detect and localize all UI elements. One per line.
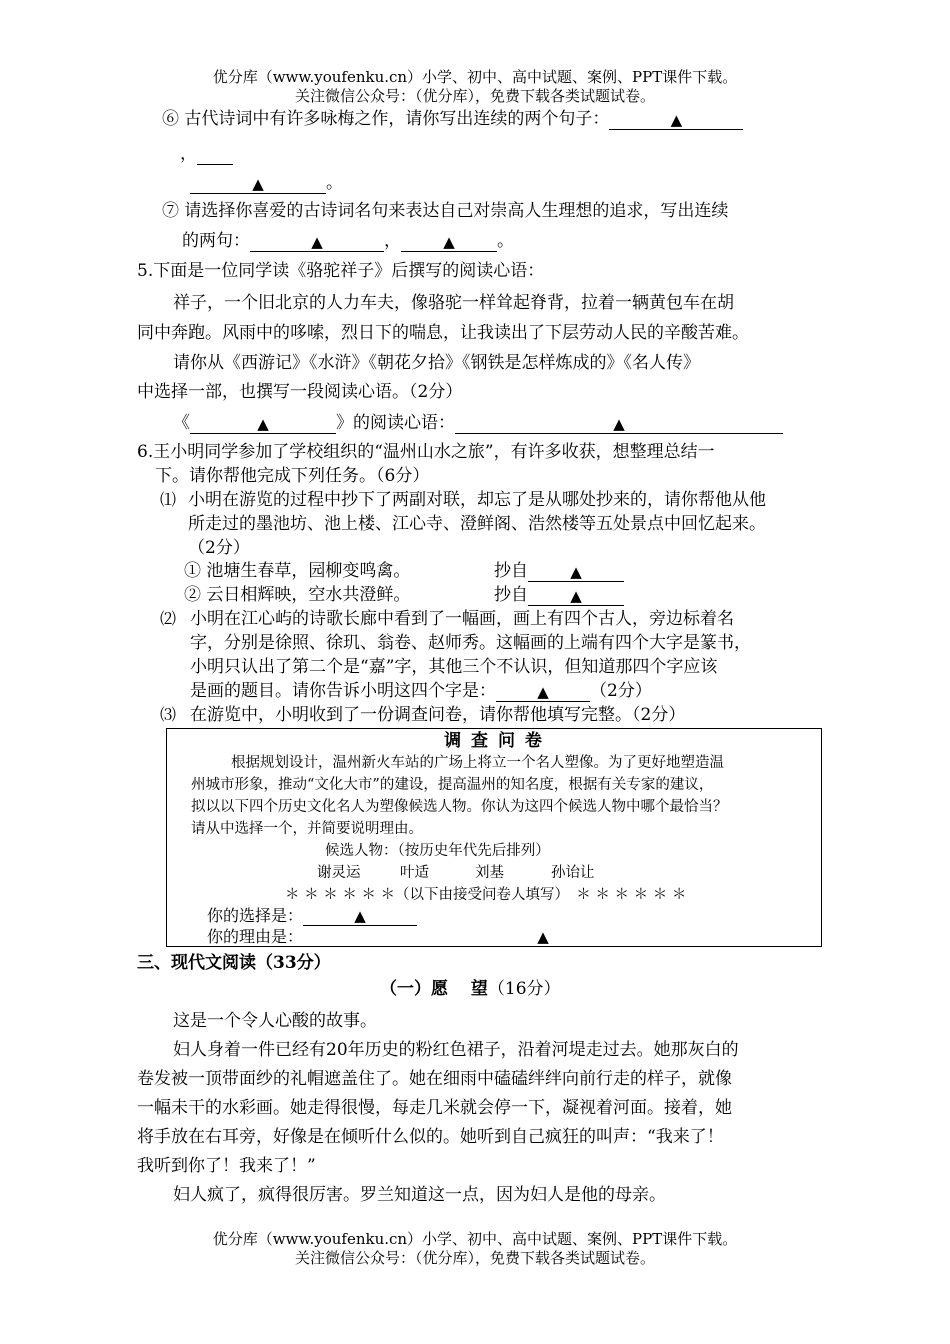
answer-blank[interactable]: [528, 585, 624, 606]
survey-line-4: 请从中选择一个，并简要说明理由。: [191, 821, 423, 837]
q6-p2-line3: 小明只认出了第二个是“嘉”字，其他三个不认识，但知道那四个字应该: [190, 657, 718, 677]
q6-p3-num: ⑶: [160, 705, 177, 724]
triangle-mark-icon: ▲: [252, 175, 264, 193]
header-line-2: 关注微信公众号：（优分库），免费下载各类试题试卷。: [294, 87, 655, 105]
reading-note-label: 》的阅读心语：: [336, 413, 455, 433]
story-p2-line4: 将手放在右耳旁，好像是在倾听什么似的。她听到自己疯狂的叫声：“我来了！: [137, 1127, 724, 1147]
q6-p2-line2: 字，分别是徐照、徐玑、翁卷、赵师秀。这幅画的上端有四个大字是篆书，: [190, 633, 751, 653]
q5-p1-line2: 同中奔跑。风雨中的哆嗦，烈日下的喘息，让我读出了下层劳动人民的辛酸苦难。: [137, 323, 749, 343]
reading-1-heading: [380, 978, 561, 1000]
q4-item7-line2: [182, 230, 514, 252]
answer-blank[interactable]: [190, 173, 326, 194]
q6-title-line1: 6.王小明同学参加了学校组织的“温州山水之旅”，有许多收获，想整理总结一: [137, 442, 715, 462]
reading-note-blank[interactable]: [455, 413, 783, 434]
candidates-label: 候选人物：（按历史年代先后排列）: [325, 843, 550, 859]
survey-box: [166, 728, 822, 947]
story-p2-line3: 一幅未干的水彩画。她走得很慢，每走几米就会停一下，凝视着河面。接着，她: [137, 1098, 732, 1118]
q6-p1-line2: 所走过的墨池坊、池上楼、江心寺、澄鲜阁、浩然楼等五处景点中回忆起来。: [188, 514, 766, 534]
story-p2-line2: 卷发被一顶带面纱的礼帽遮盖住了。她在细雨中磕磕绊绊向前行走的样子，就像: [137, 1069, 732, 1089]
q5-p2-line2: 中选择一部，也撰写一段阅读心语。（2分）: [137, 382, 463, 402]
footer-line-2: 关注微信公众号：（优分库），免费下载各类试题试卷。: [294, 1249, 655, 1267]
survey-line-3: 拟以以下四个历史文化名人为塑像候选人物。你认为这四个候选人物中哪个最恰当？: [191, 799, 728, 815]
choice-blank[interactable]: [303, 905, 417, 926]
copied-from-label: 抄自: [494, 585, 528, 605]
triangle-mark-icon: ▲: [537, 683, 549, 701]
survey-line-2: 州城市形象，推动“文化大市”的建设，提高温州的知名度，根据有关专家的建议，: [191, 777, 714, 793]
q6-p2-num: ⑵: [160, 609, 177, 628]
choice-label: 你的选择是：: [207, 906, 304, 925]
q5-answer-line: [173, 412, 783, 434]
couplet-1-answer: [494, 560, 624, 582]
story-p1: 这是一个令人心酸的故事。: [173, 1011, 377, 1031]
triangle-mark-icon: ▲: [670, 111, 683, 129]
q4-item7-line1: ⑦ 请选择你喜爱的古诗词名句来表达自己对崇高人生理想的追求，写出连续: [162, 201, 729, 221]
period: 。: [497, 231, 514, 251]
candidate-item: 孙诒让: [551, 865, 595, 881]
triangle-mark-icon: ▲: [537, 928, 549, 946]
candidate-item: 谢灵运: [317, 865, 361, 881]
q4-item7-line2-text: 的两句：: [182, 231, 250, 251]
story-p3: 妇人疯了，疯得很厉害。罗兰知道这一点，因为妇人是他的母亲。: [173, 1185, 666, 1205]
q4-item6-text: ⑥ 古代诗词中有许多咏梅之作，请你写出连续的两个句子：: [162, 109, 610, 129]
answer-blank[interactable]: [528, 561, 624, 582]
triangle-mark-icon: ▲: [257, 415, 269, 433]
survey-title: 调 查 问 卷: [444, 731, 544, 751]
q6-p1-line3: （2分）: [188, 538, 250, 558]
q6-title-line2: 下。请你帮他完成下列任务。（6分）: [155, 466, 430, 486]
survey-divider: ＊ ＊ ＊ ＊ ＊ ＊（以下由接受问卷人填写） ＊ ＊ ＊ ＊ ＊ ＊: [285, 887, 687, 903]
q6-p3-line1: 在游览中，小明收到了一份调查问卷，请你帮他填写完整。（2分）: [190, 705, 686, 725]
couplet-2: ② 云日相辉映，空水共澄鲜。: [184, 585, 411, 605]
q6-p2-line4: [190, 680, 652, 702]
answer-blank[interactable]: [496, 681, 590, 702]
reason-row: [207, 926, 783, 947]
q6-p2-line4-text: 是画的题目。请你告诉小明这四个字是：: [190, 681, 496, 701]
section-3-title: 三、现代文阅读（33分）: [137, 953, 331, 973]
story-p2-line5: 我听到你了！我来了！”: [137, 1156, 316, 1176]
q6-p2-line1: 小明在江心屿的诗歌长廊中看到了一幅画，画上有四个古人，旁边标着名: [190, 609, 734, 629]
answer-blank[interactable]: [609, 109, 743, 130]
q5-p1-line1: 祥子，一个旧北京的人力车夫，像骆驼一样耸起脊背，拉着一辆黄包车在胡: [173, 293, 734, 313]
couplet-2-answer: [494, 584, 624, 606]
triangle-mark-icon: ▲: [354, 907, 366, 925]
survey-line-1: 根据规划设计，温州新火车站的广场上将立一个名人塑像。为了更好地塑造温: [231, 755, 724, 771]
header-line-1: 优分库（www.youfenku.cn）小学、初中、高中试题、案例、PPT课件下载。: [212, 68, 738, 86]
triangle-mark-icon: ▲: [443, 233, 455, 251]
q4-item6: [162, 108, 743, 130]
comma: ，: [180, 144, 197, 164]
comma: ，: [384, 231, 401, 251]
reason-blank[interactable]: [303, 926, 783, 947]
couplet-1: ① 池塘生春草，园柳变鸣禽。: [184, 561, 411, 581]
q6-p1-line1: 小明在游览的过程中抄下了两副对联，却忘了是从哪处抄来的，请你帮他从他: [188, 490, 766, 510]
footer-line-1: 优分库（www.youfenku.cn）小学、初中、高中试题、案例、PPT课件下载。: [212, 1230, 738, 1248]
choice-row: [207, 905, 417, 926]
answer-blank[interactable]: [250, 231, 384, 252]
q5-p2-line1: 请你从《西游记》《水浒》《朝花夕拾》《钢铁是怎样炼成的》《名人传》: [173, 353, 700, 373]
reading-1-title: （一）愿 望: [380, 979, 488, 999]
q5-title: 5.下面是一位同学读《骆驼祥子》后撰写的阅读心语：: [137, 261, 545, 281]
triangle-mark-icon: ▲: [570, 563, 582, 581]
triangle-mark-icon: ▲: [613, 415, 625, 433]
q4-item6-cont2: [190, 172, 343, 194]
candidate-item: 叶适: [400, 865, 429, 881]
candidate-item: 刘基: [475, 865, 504, 881]
q4-item6-cont: [180, 143, 233, 165]
q6-p1-num: ⑴: [160, 490, 177, 509]
reading-1-score: （16分）: [487, 979, 561, 999]
story-p2-line1: 妇人身着一件已经有20年历史的粉红色裙子，沿着河堤走过去。她那灰白的: [173, 1040, 739, 1060]
book-title-blank[interactable]: [190, 413, 336, 434]
triangle-mark-icon: ▲: [570, 587, 582, 605]
triangle-mark-icon: ▲: [311, 233, 323, 251]
reason-label: 你的理由是：: [207, 927, 304, 946]
book-open-bracket: 《: [173, 413, 190, 433]
period: 。: [326, 173, 343, 193]
answer-blank[interactable]: [197, 144, 233, 165]
copied-from-label: 抄自: [494, 561, 528, 581]
q6-p2-score: （2分）: [590, 681, 652, 701]
answer-blank[interactable]: [401, 231, 497, 252]
